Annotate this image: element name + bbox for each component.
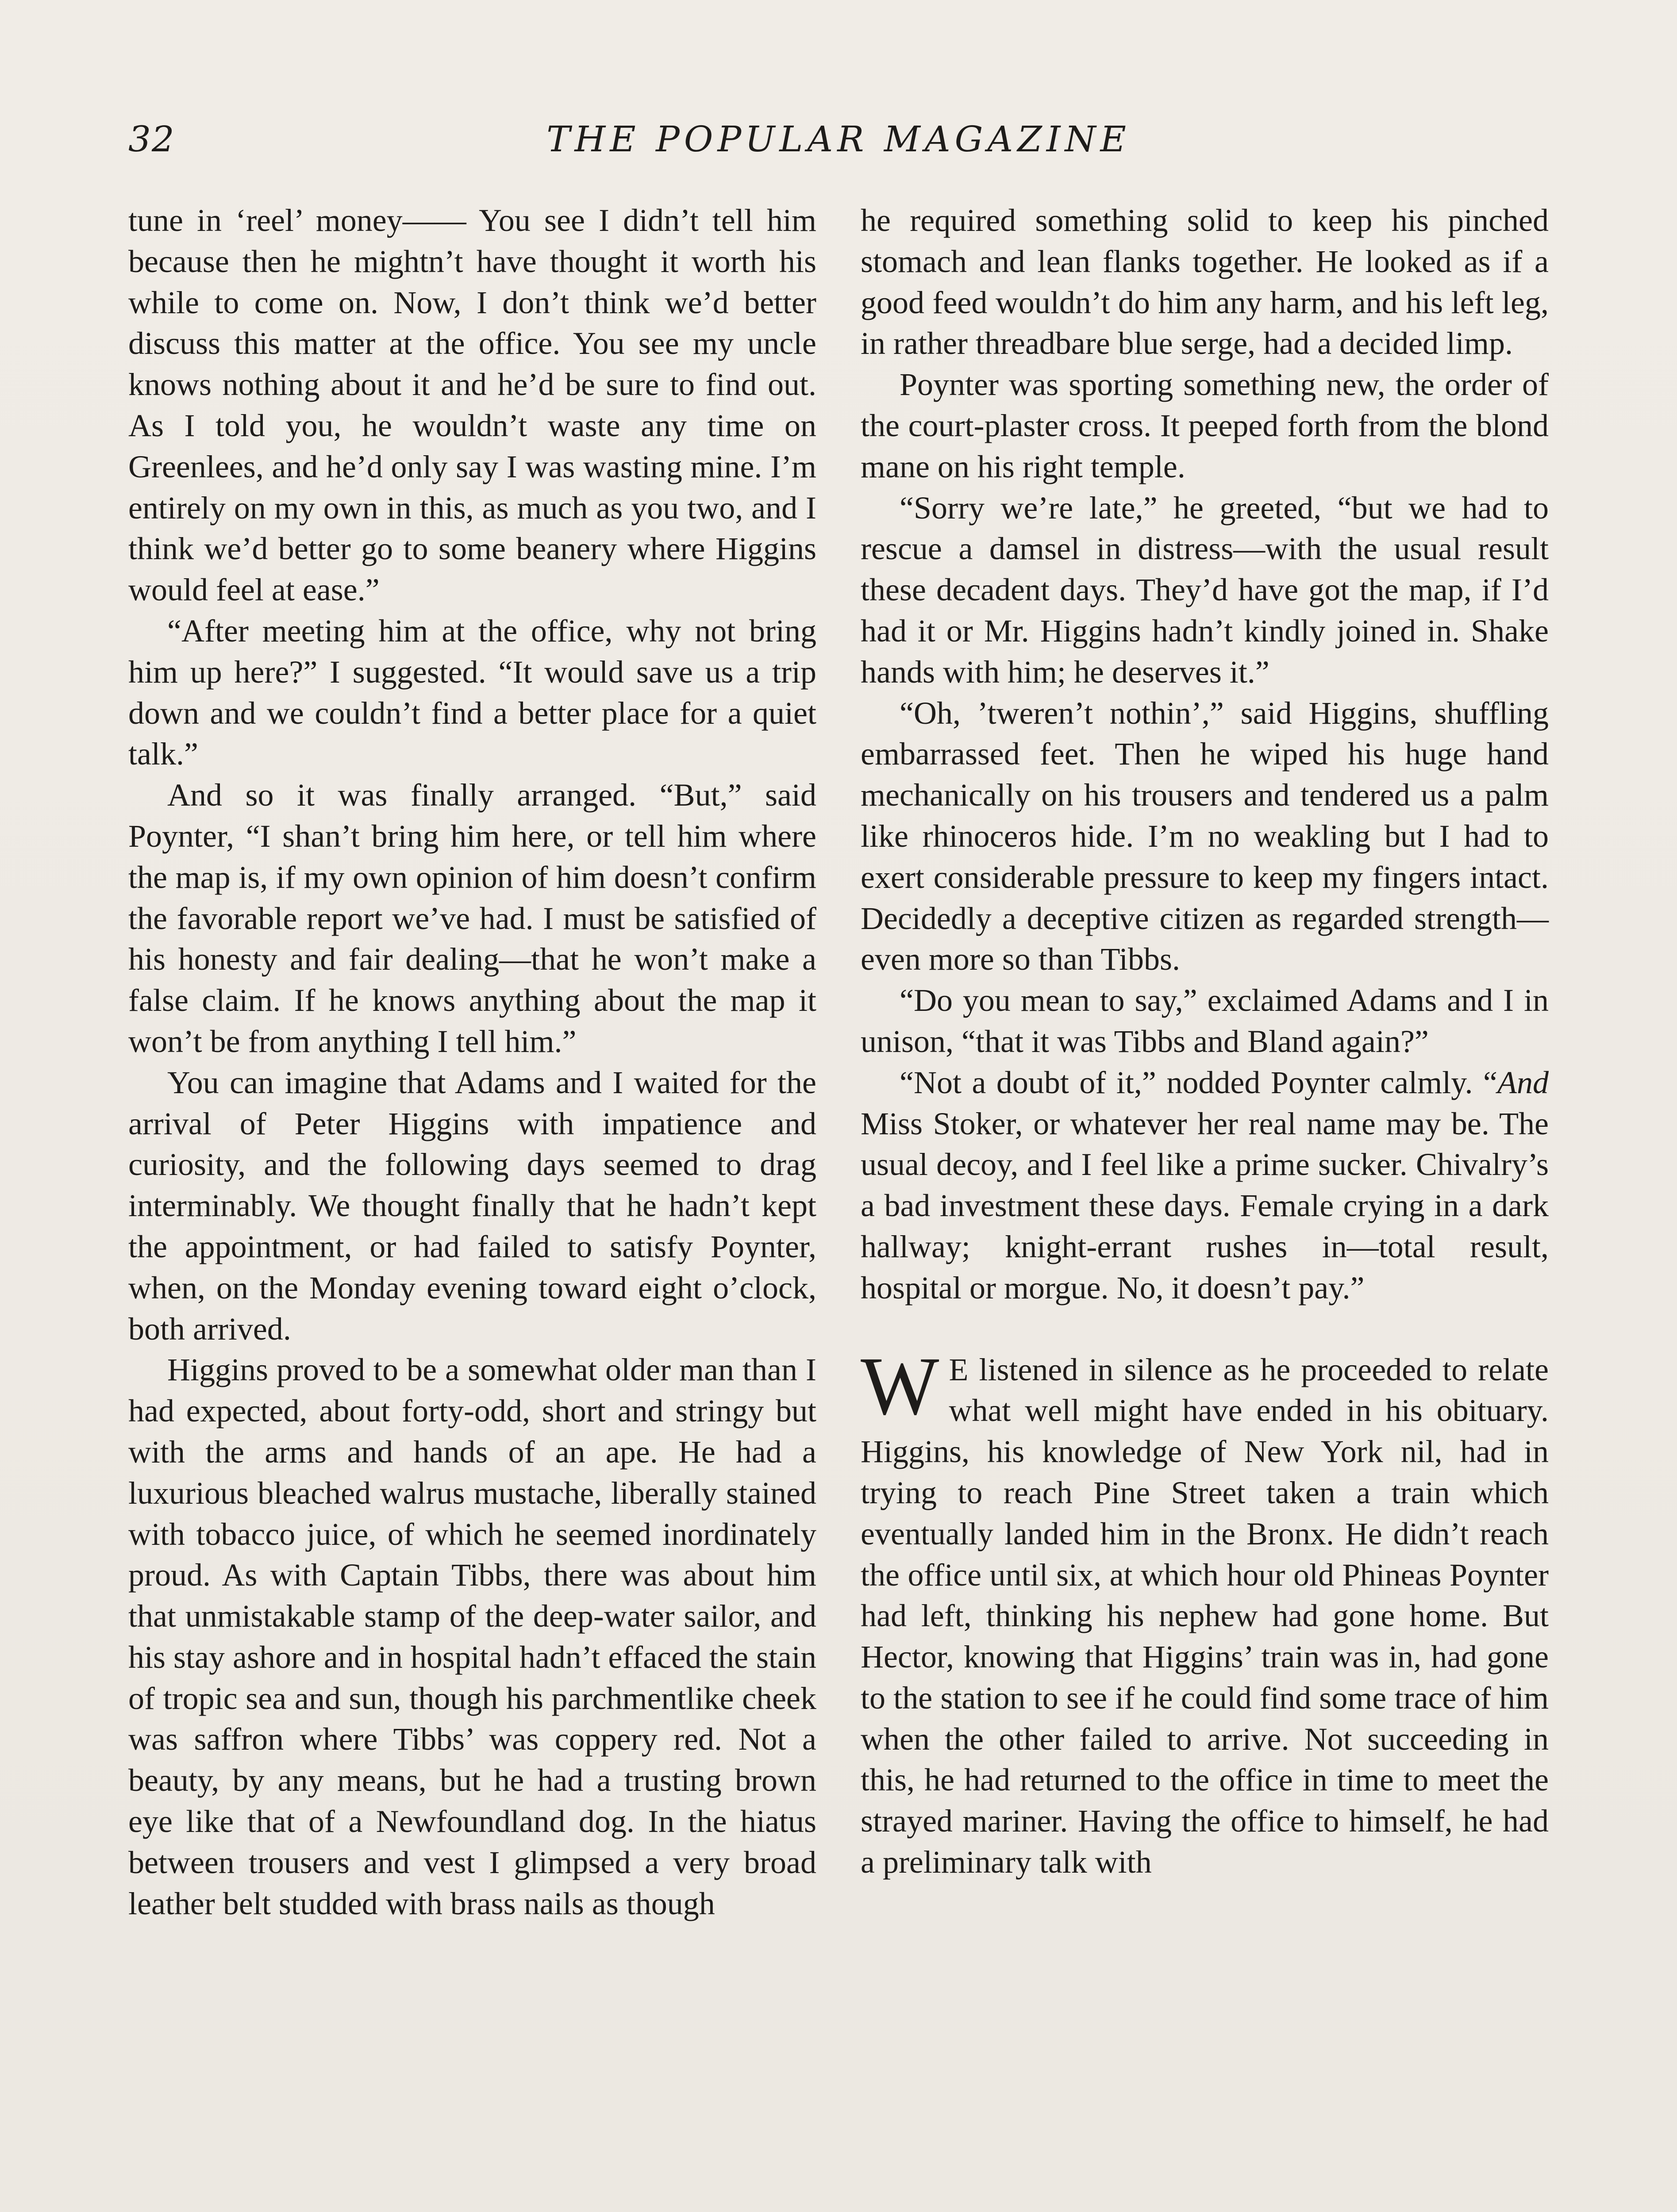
right-column [861,200,1549,2212]
page-header [128,114,1549,172]
left-column [128,200,816,2212]
section-opening-paragraph [861,1339,1549,1883]
text-run: “Not a doubt of it,” nodded Poynter calmly. “ [900,1064,1498,1100]
paragraph: And so it was finally arranged. “But,” said Poynter, “I shan’t bring him here, or tell him where the map is, if my own opinion of him doesn’t confirm the favorable report we’ve had. I must be satisfied of his honesty and fair dealing—that he won’t make a false claim. If he knows anything about the map it won’t be from anything I tell him.” [128,777,816,1059]
paragraph: You can imagine that Adams and I waited for the arrival of Peter Higgins with impatience and curiosity, and the following days seemed to drag interminably. We thought finally that he hadn’t kept the appointment, or had failed to satisfy Poynter, when, on the Monday evening toward eight o’clock, both arrived. [128,1064,816,1347]
page-number: 32 [128,119,175,160]
paragraph: Higgins proved to be a somewhat older man than I had expected, about forty-odd, short and stringy but with the arms and hands of an ape. He had a luxurious bleached walrus mustache, liberally stained with tobacco juice, of which he seemed inordinately proud. As with Captain Tibbs, there was about him that unmistakable stamp of the deep-water sailor, and his stay ashore and in hospital hadn’t effaced the stain of tropic sea and sun, though his parchmentlike cheek was saffron where Tibbs’ was coppery red. Not a beauty, by any means, but he had a trusting brown eye like that of a Newfoundland dog. In the hiatus between trousers and vest I glimpsed a very broad leather belt studded with brass nails as though [128,1352,816,1921]
paragraph [861,1062,1549,1309]
italic-word: And [1497,1064,1549,1100]
paragraph: “Oh, ’tweren’t nothin’,” said Higgins, shuffling embarrassed feet. Then he wiped his huge hand mechanically on his trousers and tendered us a palm like rhinoceros hide. I’m no weakling but I had to exert considerable pressure to keep my fingers intact. Decidedly a deceptive citizen as regarded strength—even more so than Tibbs. [861,695,1549,977]
paragraph: “Sorry we’re late,” he greeted, “but we had to rescue a damsel in distress—with the usual result these decadent days. They’d have got the map, if I’d had it or Mr. Higgins hadn’t kindly joined in. Shake hands with him; he deserves it.” [861,490,1549,690]
paragraph: he required something solid to keep his pinched stomach and lean flanks together. He looked as if a good feed wouldn’t do him any harm, and his left leg, in rather threadbare blue serge, had a decided limp. [861,203,1549,361]
drop-cap: W [861,1339,939,1432]
paragraph: “Do you mean to say,” exclaimed Adams and I in unison, “that it was Tibbs and Bland again?” [861,983,1549,1059]
text-run: Miss Stoker, or whatever her real name may be. The usual decoy, and I feel like a prime sucker. Chivalry’s a bad investment these days. Female crying in a dark hallway; knight-errant rushes in—total result, hospital or morgue. No, it doesn’t pay.” [861,1106,1549,1306]
paragraph: Poynter was sporting something new, the order of the court-plaster cross. It peeped forth from the blond mane on his right temple. [861,367,1549,484]
running-title: THE POPULAR MAGAZINE [546,119,1131,160]
paragraph: “After meeting him at the office, why not bring him up here?” I suggested. “It would save us a trip down and we couldn’t find a better place for a quiet talk.” [128,613,816,772]
text-run: E listened in silence as he proceeded to relate what well might have ended in his obituary. Higgins, his knowledge of New York nil, had in trying to reach Pine Street taken a train which eventually landed him in the Bronx. He didn’t reach the office until six, at which hour old Phineas Poynter had left, thinking his nephew had gone home. But Hector, knowing that Higgins’ train was in, had gone to the station to see if he could find some trace of him when the other failed to arrive. Not succeeding in this, he had returned to the office in time to meet the strayed mariner. Having the office to himself, he had a preliminary talk with [861,1352,1549,1880]
paragraph: tune in ‘reel’ money—— You see I didn’t tell him because then he mightn’t have thought it worth his while to come on. Now, I don’t think we’d better discuss this matter at the office. You see my uncle knows nothing about it and he’d be sure to find out. As I told you, he wouldn’t waste any time on Greenlees, and he’d only say I was wasting mine. I’m entirely on my own in this, as much as you two, and I think we’d better go to some beanery where Higgins would feel at ease.” [128,203,816,608]
